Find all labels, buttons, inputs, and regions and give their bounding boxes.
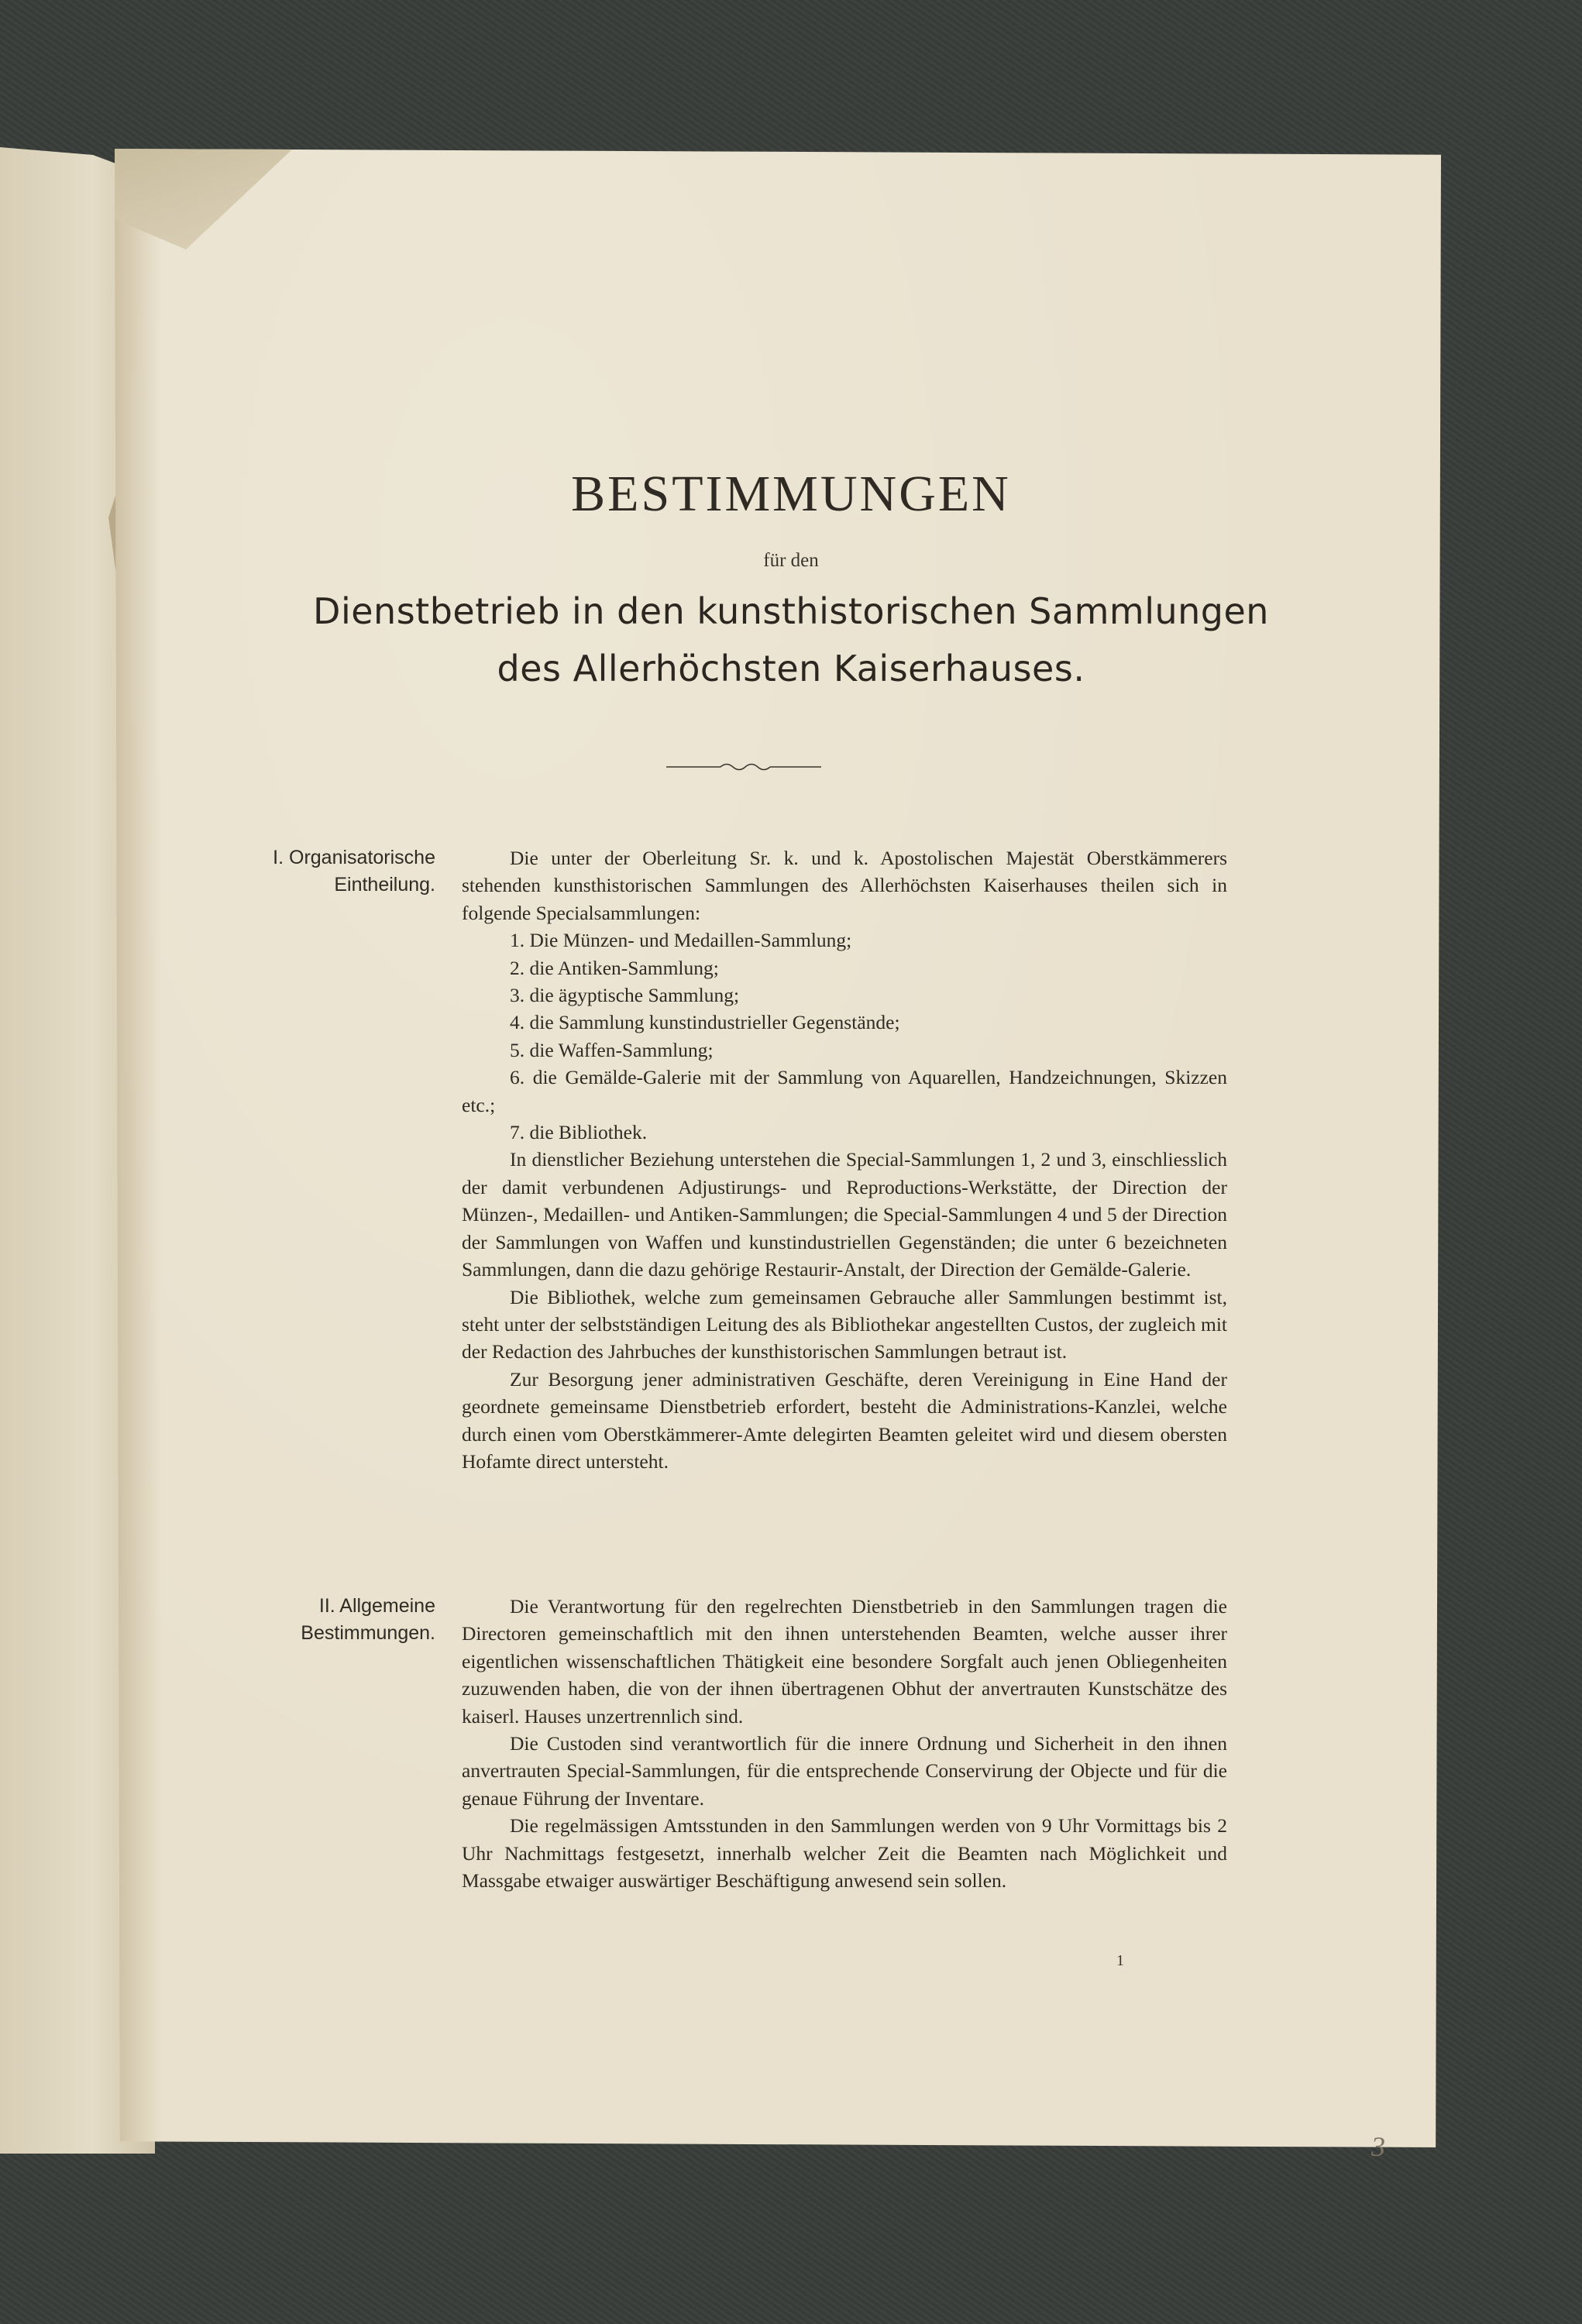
subtitle-line-1: Dienstbetrieb in den kunsthistorischen Sammlungen xyxy=(313,590,1269,632)
ornament-divider xyxy=(666,761,821,773)
section-2-body xyxy=(462,1593,1227,1894)
section-1-body xyxy=(462,844,1227,1475)
section-1-paragraph-3: Die Bibliothek, welche zum gemeinsamen Gebrauche aller Sammlungen bestimmt ist, steht unter der selbstständigen Leitung des als Bibliothekar angestellten Custos, der zugleich mit der Redaction des Jahrbuches der kunsthistorischen Sammlungen betraut ist. xyxy=(462,1285,1227,1363)
section-1-intro: Die unter der Oberleitung Sr. k. und k. Apostolischen Majestät Oberstkämmerers stehenden kunsthistorischen Sammlungen des Allerhöchsten Kaiserhauses theilen sich in folgende Specialsammlungen: xyxy=(462,847,1227,924)
signature-mark: 1 xyxy=(1116,1952,1124,1969)
title-connector: für den xyxy=(763,550,819,571)
list-item: 7. die Bibliothek. xyxy=(510,1121,648,1144)
section-2-label-line-2: Bestimmungen. xyxy=(301,1622,435,1644)
section-1-paragraph-2: In dienstlicher Beziehung unterstehen die Special-Sammlungen 1, 2 und 3, einschliesslich der damit verbundenen Adjustirungs- und Reproductions-Werkstätte, der Direction der Münzen-, Medaillen- und Antiken-Sammlungen; die Special-Sammlungen 4 und 5 der Direction der Sammlungen von Waffen und kunstindustriellen Gegenständen; die unter 6 bezeichneten Sammlungen, dann die dazu gehörige Restaurir-Anstalt, der Direction der Gemälde-Galerie. xyxy=(462,1148,1227,1281)
document-title: BESTIMMUNGEN xyxy=(571,466,1011,522)
subtitle-line-2: des Allerhöchsten Kaiserhauses. xyxy=(497,648,1085,689)
list-item: 2. die Antiken-Sammlung; xyxy=(510,956,719,979)
section-1-paragraph-4: Zur Besorgung jener administrativen Geschäfte, deren Vereinigung in Eine Hand der geordnete gemeinsame Dienstbetrieb erfordert, besteht die Administrations-Kanzlei, welche durch einen vom Oberstkämmerer-Amte delegirten Beamten geleitet wird und diesem obersten Hofamte direct untersteht. xyxy=(462,1367,1227,1473)
section-1-label-line-1: I. Organisatorische xyxy=(273,847,435,868)
page-number: 3 xyxy=(1371,2131,1385,2162)
section-2-label-line-1: II. Allgemeine xyxy=(318,1595,435,1617)
section-1-label-line-2: Eintheilung. xyxy=(334,874,435,896)
list-item: 3. die ägyptische Sammlung; xyxy=(510,984,740,1007)
section-2-paragraph-2: Die Custoden sind verantwortlich für die innere Ordnung und Sicherheit in den ihnen anvertrauten Special-Sammlungen, für die entsprechende Conservirung der Objecte und für die genaue Führung der Inventare. xyxy=(462,1732,1227,1810)
section-2-paragraph-3: Die regelmässigen Amtsstunden in den Sammlungen werden von 9 Uhr Vormittags bis 2 Uhr Nachmittags festgesetzt, innerhalb welcher Zeit die Beamten nach Möglichkeit und Massgabe etwaiger auswärtiger Beschäftigung anwesend sein sollen. xyxy=(462,1814,1227,1893)
list-item: 5. die Waffen-Sammlung; xyxy=(510,1038,714,1061)
section-1-label xyxy=(110,844,435,899)
list-item: 6. die Gemälde-Galerie mit der Sammlung von Aquarellen, Handzeichnungen, Skizzen etc.; xyxy=(462,1066,1227,1116)
section-2-paragraph-1: Die Verantwortung für den regelrechten Dienstbetrieb in den Sammlungen tragen die Directoren gemeinschaftlich mit den ihnen unterstehenden Beamten, welche ausser ihrer eigentlichen wissenschaftlichen Thätigkeit eine besondere Sorgfalt auch jenen Obliegenheiten zuzuwenden haben, die von der ihnen übertragenen Obhut der anvertrauten Kunstschätze des kaiserl. Hauses unzertrennlich sind. xyxy=(462,1595,1227,1728)
section-2-label xyxy=(110,1593,435,1647)
list-item: 4. die Sammlung kunstindustrieller Gegenstände; xyxy=(510,1011,900,1034)
folded-corner xyxy=(115,149,293,249)
list-item: 1. Die Münzen- und Medaillen-Sammlung; xyxy=(510,929,852,952)
